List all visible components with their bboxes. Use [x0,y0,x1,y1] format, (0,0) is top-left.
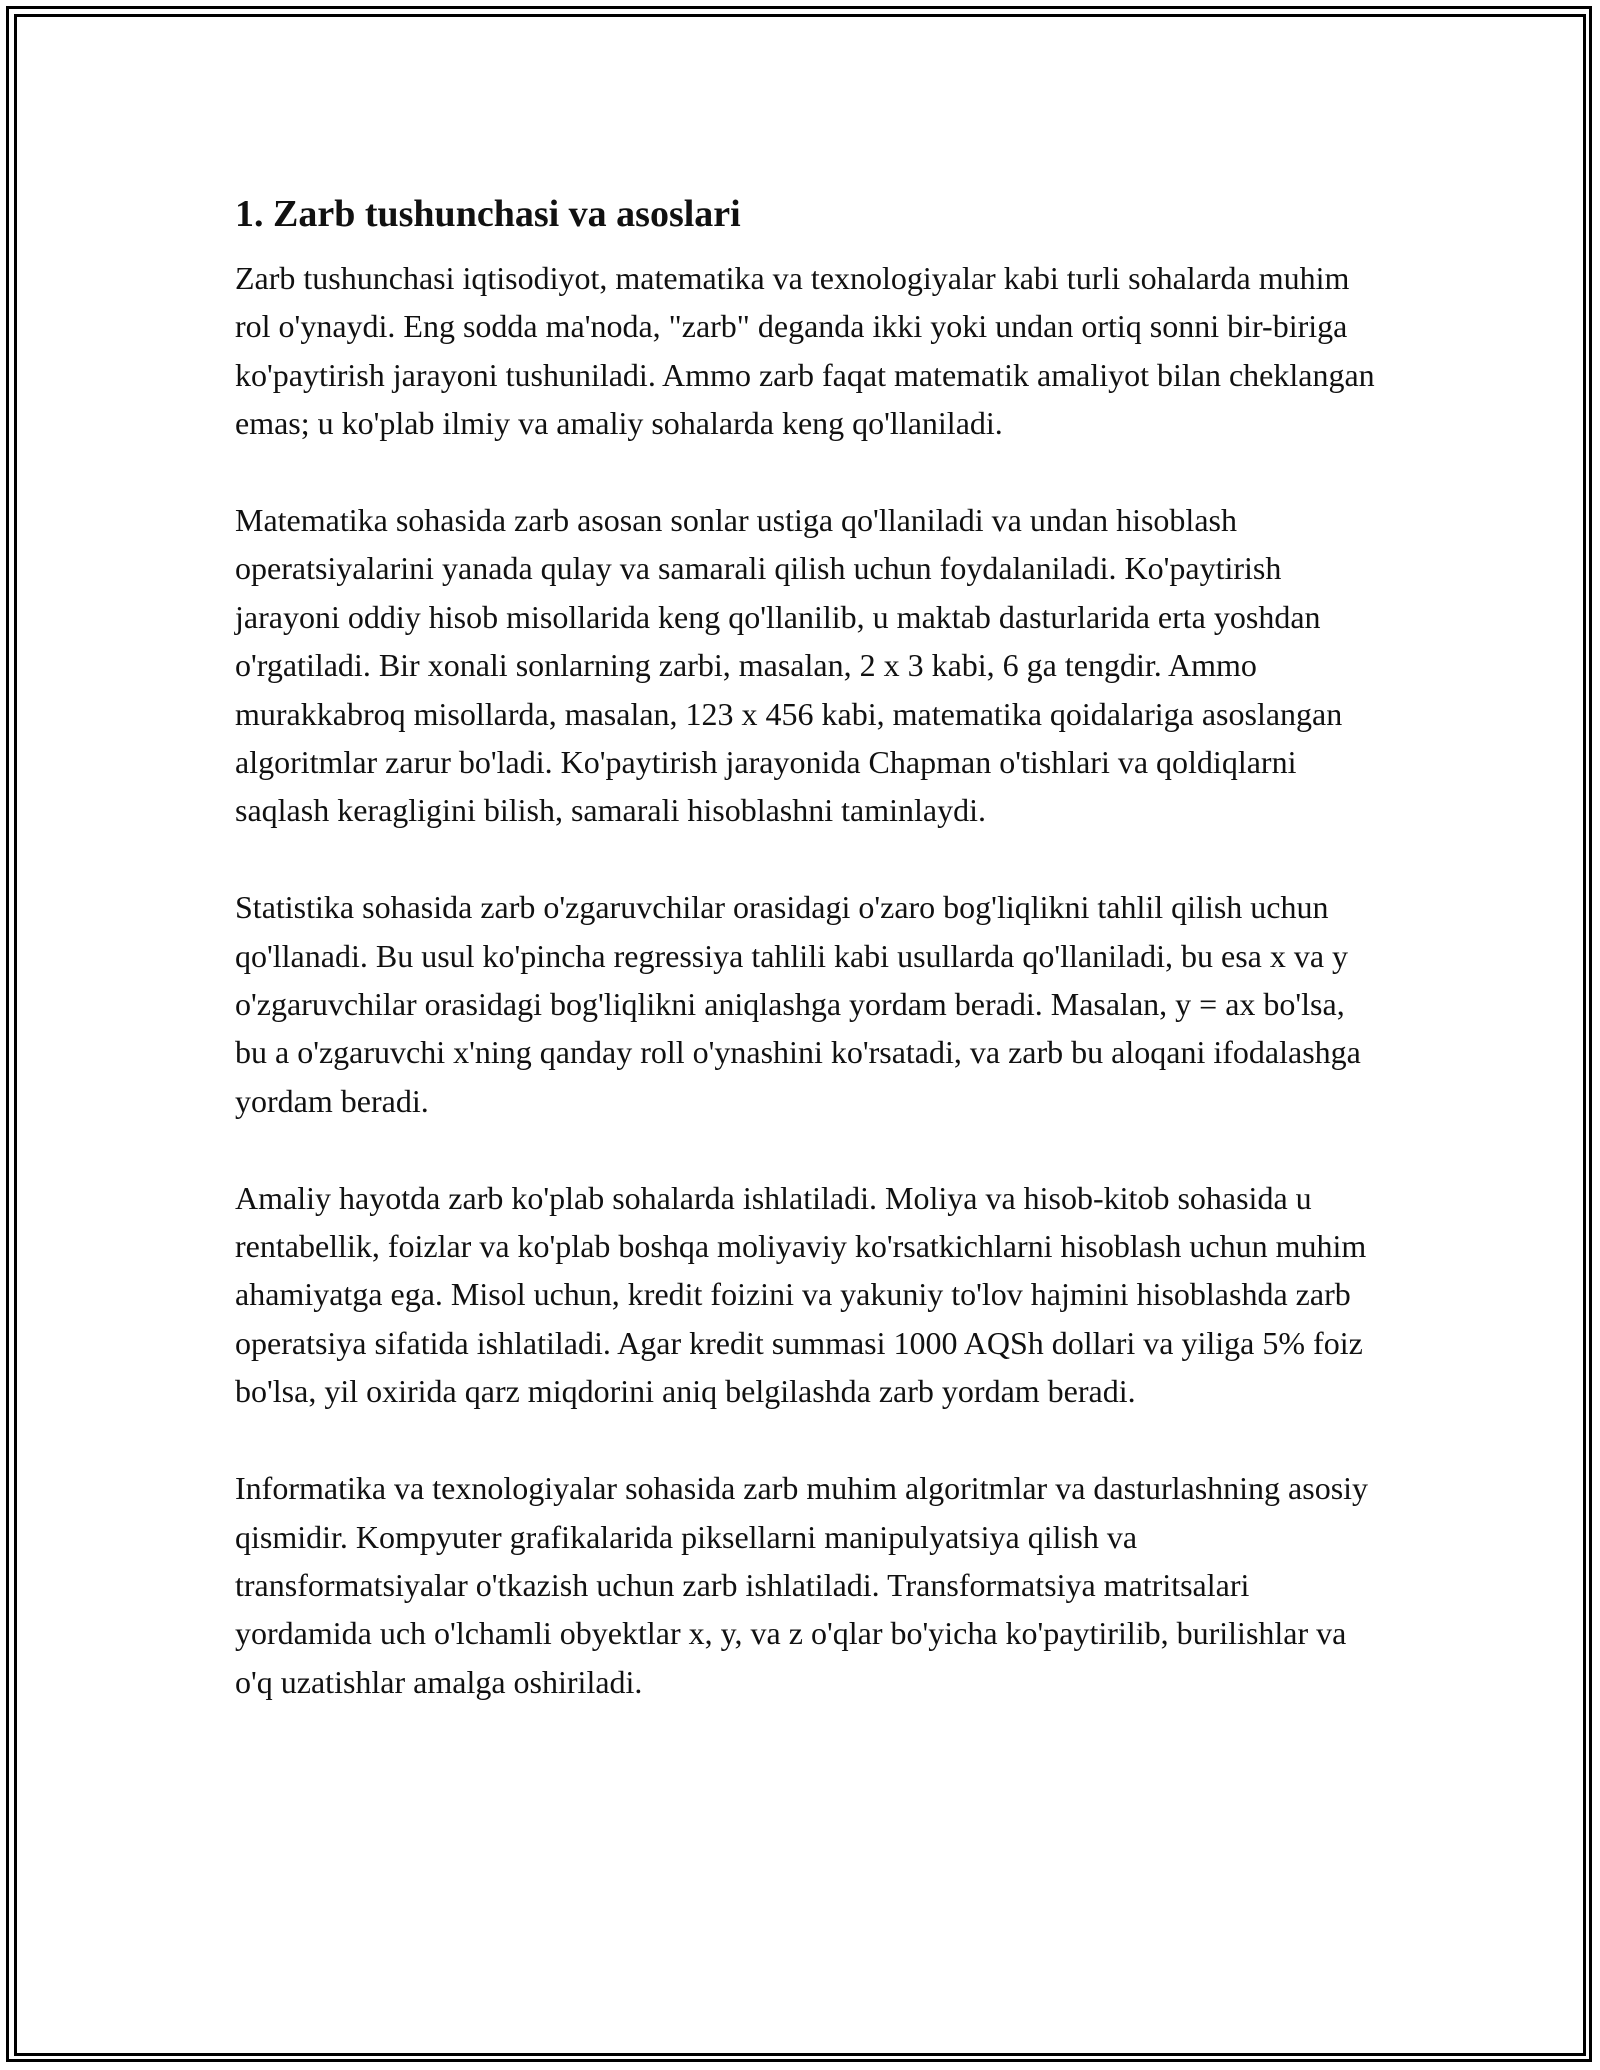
paragraph-1: Zarb tushunchasi iqtisodiyot, matematika va texnologiyalar kabi turli sohalarda muhim rol o'ynaydi. Eng sodda ma'noda, "zarb" deganda ikki yoki undan ortiq sonni bir-biriga ko'paytirish jarayoni tushuniladi. Ammo zarb faqat matematik amaliyot bilan cheklangan emas; u ko'plab ilmiy va amaliy sohalarda keng qo'llaniladi. [235,260,1375,442]
paragraph-5: Informatika va texnologiyalar sohasida zarb muhim algoritmlar va dasturlashning asosiy qismidir. Kompyuter grafikalarida piksellarni manipulyatsiya qilish va transformatsiyalar o'tkazish uchun zarb ishlatiladi. Transformatsiya matritsalari yordamida uch o'lchamli obyektlar x, y, va z o'qlar bo'yicha ko'paytirilib, burilishlar va o'q uzatishlar amalga oshiriladi. [235,1470,1369,1700]
paragraph-3: Statistika sohasida zarb o'zgaruvchilar orasidagi o'zaro bog'liqlikni tahlil qilish uchun qo'llanadi. Bu usul ko'pincha regressiya tahlili kabi usullarda qo'llaniladi, bu esa x va y o'zgaruvchilar orasidagi bog'liqlikni aniqlashga yordam beradi. Masalan, y = ax bo'lsa, bu a o'zgaruvchi x'ning qanday roll o'ynashini ko'rsatadi, va zarb bu aloqani ifodalashga yordam beradi. [235,889,1361,1119]
document-body [235,186,1375,1706]
section-heading: 1. Zarb tushunchasi va asoslari [235,193,741,235]
paragraph-2: Matematika sohasida zarb asosan sonlar ustiga qo'llaniladi va undan hisoblash operatsiyalarini yanada qulay va samarali qilish uchun foydalaniladi. Ko'paytirish jarayoni oddiy hisob misollarida keng qo'llanilib, u maktab dasturlarida erta yoshdan o'rgatiladi. Bir xonali sonlarning zarbi, masalan, 2 x 3 kabi, 6 ga tengdir. Ammo murakkabroq misollarda, masalan, 123 x 456 kabi, matematika qoidalariga asoslangan algoritmlar zarur bo'ladi. Ko'paytirish jarayonida Chapman o'tishlari va qoldiqlarni saqlash keragligini bilish, samarali hisoblashni taminlaydi. [235,502,1343,829]
paragraph-4: Amaliy hayotda zarb ko'plab sohalarda ishlatiladi. Moliya va hisob-kitob sohasida u rentabellik, foizlar va ko'plab boshqa moliyaviy ko'rsatkichlarni hisoblash uchun muhim ahamiyatga ega. Misol uchun, kredit foizini va yakuniy to'lov hajmini hisoblashda zarb operatsiya sifatida ishlatiladi. Agar kredit summasi 1000 AQSh dollari va yiliga 5% foiz bo'lsa, yil oxirida qarz miqdorini aniq belgilashda zarb yordam beradi. [235,1179,1367,1410]
